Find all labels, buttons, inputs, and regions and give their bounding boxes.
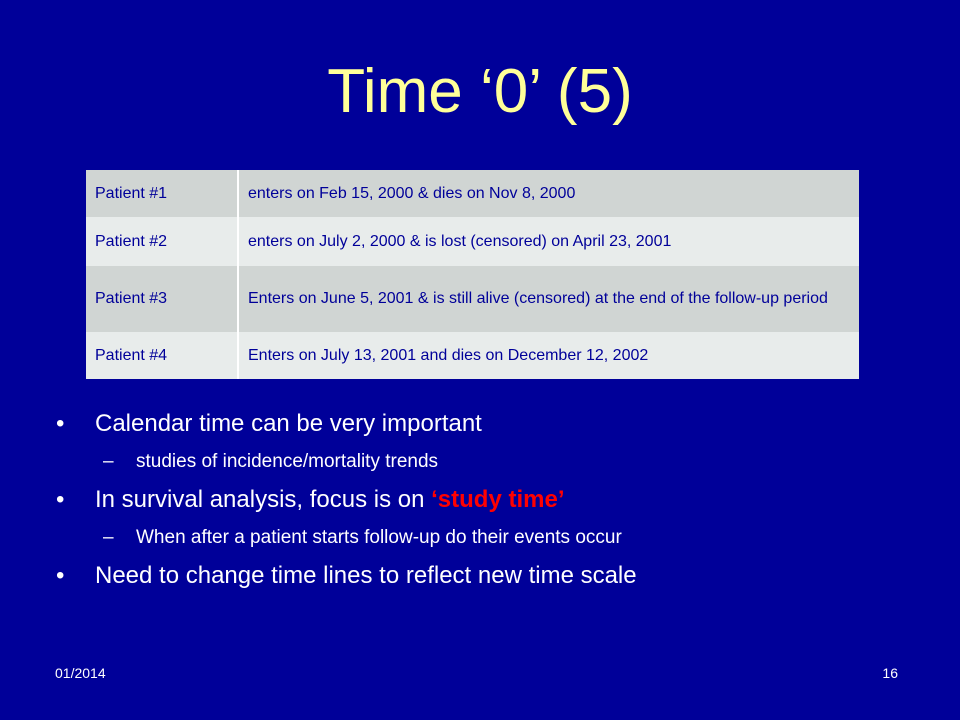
sub-bullet-marker: – [103, 527, 114, 548]
footer-date: 01/2014 [55, 665, 106, 681]
bullet-item [56, 404, 936, 444]
table-row [86, 266, 859, 332]
patient-label: Patient #1 [86, 170, 238, 217]
bullet-marker: • [56, 562, 65, 589]
bullet-text: In survival analysis, focus is on [95, 486, 432, 513]
patient-label: Patient #3 [86, 266, 238, 332]
patient-label: Patient #4 [86, 332, 238, 379]
patient-label: Patient #2 [86, 217, 238, 266]
sub-bullet-item [56, 444, 936, 480]
table-row [86, 332, 859, 379]
bullet-item [56, 556, 936, 596]
patient-description: Enters on July 13, 2001 and dies on December 12, 2002 [238, 332, 859, 379]
table-row [86, 217, 859, 266]
patient-description: enters on July 2, 2000 & is lost (censored) on April 23, 2001 [238, 217, 859, 266]
patients-table [86, 170, 859, 379]
table-row [86, 170, 859, 217]
sub-bullet-text: studies of incidence/mortality trends [136, 451, 439, 472]
sub-bullet-marker: – [103, 451, 114, 472]
bullet-list [56, 404, 936, 596]
bullet-marker: • [56, 486, 65, 513]
bullet-text: Calendar time can be very important [95, 410, 482, 437]
slide-title: Time ‘0’ (5) [327, 57, 633, 126]
patient-description: enters on Feb 15, 2000 & dies on Nov 8, 2000 [238, 170, 859, 217]
study-time-emphasis: ‘study time’ [431, 486, 565, 513]
patient-description: Enters on June 5, 2001 & is still alive (censored) at the end of the follow-up period [238, 266, 859, 332]
bullet-text: Need to change time lines to reflect new time scale [95, 562, 637, 589]
sub-bullet-text: When after a patient starts follow-up do their events occur [136, 527, 622, 548]
bullet-marker: • [56, 410, 65, 437]
sub-bullet-item [56, 520, 936, 556]
bullet-item [56, 480, 936, 520]
slide-number: 16 [882, 665, 898, 681]
